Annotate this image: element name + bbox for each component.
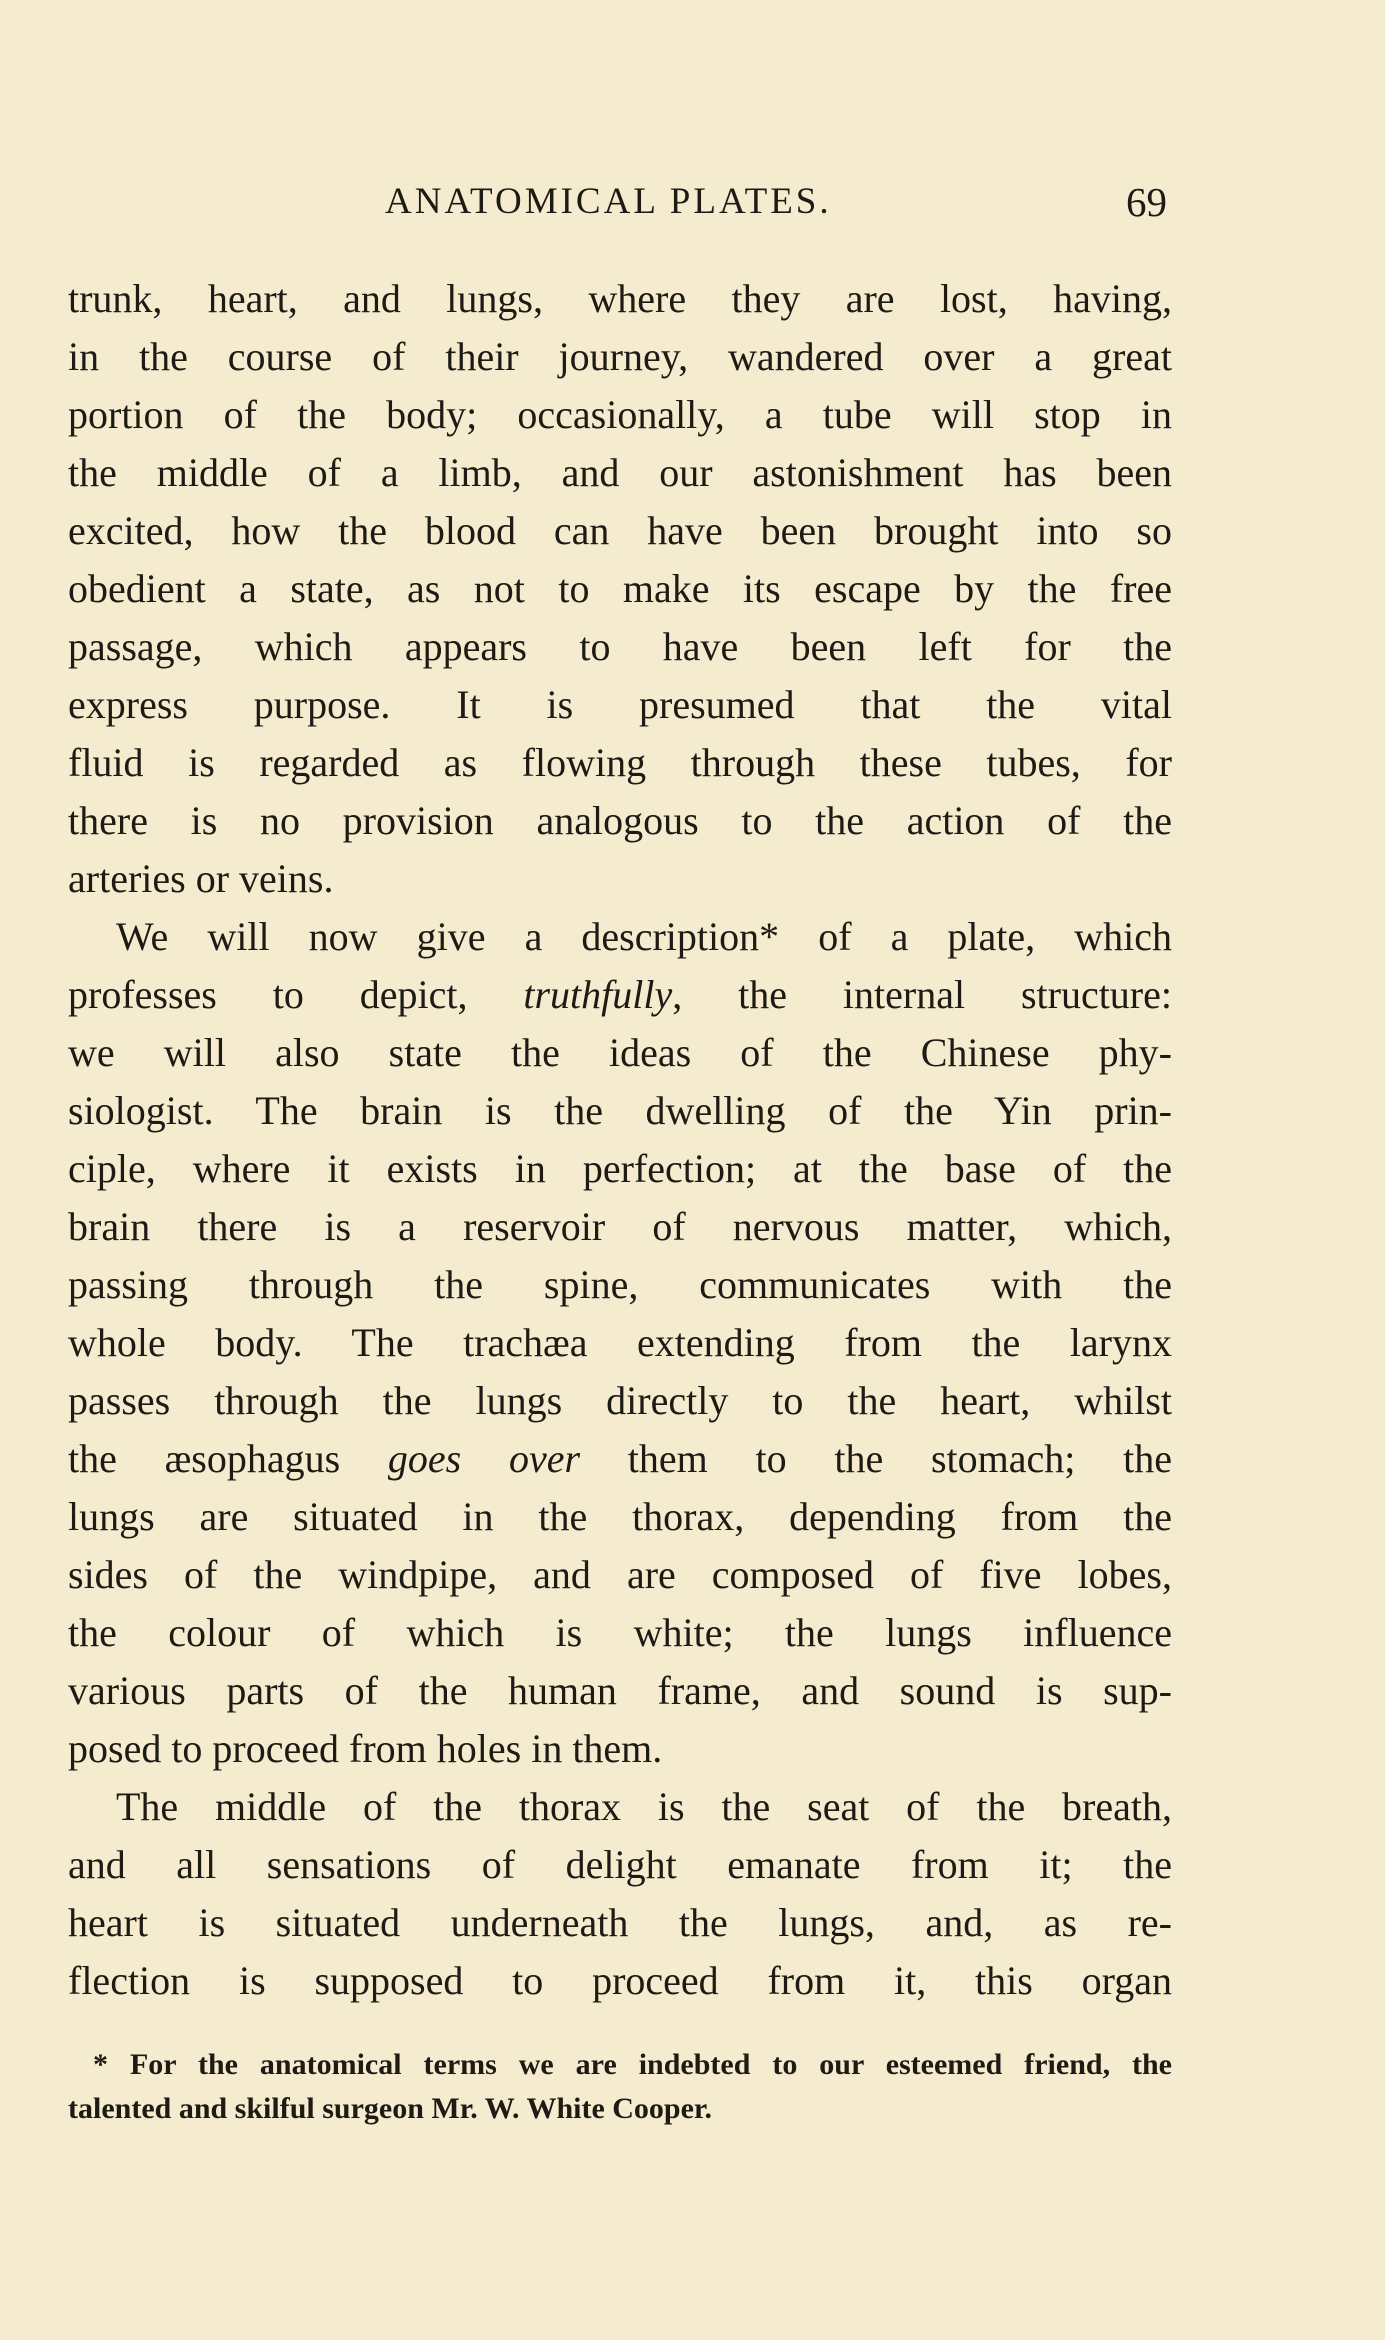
text-line: the middle of a limb, and our astonishment has been	[68, 450, 1172, 495]
text-run: the æsophagus	[68, 1436, 388, 1481]
text-line: obedient a state, as not to make its escape by the free	[68, 566, 1172, 611]
text-line: passes through the lungs directly to the heart, whilst	[68, 1378, 1172, 1423]
text-line-with-italic	[68, 966, 1172, 1024]
text-line: We will now give a description* of a plate, which	[116, 914, 1172, 959]
text-line: and all sensations of delight emanate from it; the	[68, 1842, 1172, 1887]
footnote-line: * For the anatomical terms we are indebted to our esteemed friend, the	[93, 2048, 1172, 2081]
text-line: passage, which appears to have been left for the	[68, 624, 1172, 669]
italic-emphasis: truthfully	[523, 972, 673, 1017]
text-line: brain there is a reservoir of nervous matter, which,	[68, 1204, 1172, 1249]
body-text	[68, 270, 1172, 2010]
text-line: siologist. The brain is the dwelling of the Yin prin-	[68, 1088, 1172, 1133]
text-run: them to the stomach; the	[580, 1436, 1172, 1481]
text-line: arteries or veins.	[68, 856, 334, 901]
page-number: 69	[1126, 179, 1167, 225]
running-title: ANATOMICAL PLATES.	[385, 181, 832, 222]
text-line: whole body. The trachæa extending from the larynx	[68, 1320, 1172, 1365]
text-line: trunk, heart, and lungs, where they are lost, having,	[68, 276, 1172, 321]
text-line: heart is situated underneath the lungs, and, as re-	[68, 1900, 1172, 1945]
text-line: lungs are situated in the thorax, depending from the	[68, 1494, 1172, 1539]
italic-emphasis: goes over	[387, 1436, 581, 1481]
text-line: posed to proceed from holes in them.	[68, 1726, 663, 1771]
text-line: fluid is regarded as flowing through these tubes, for	[68, 740, 1172, 785]
text-line: portion of the body; occasionally, a tube will stop in	[68, 392, 1172, 437]
text-line: there is no provision analogous to the action of the	[68, 798, 1172, 843]
text-line: passing through the spine, communicates with the	[68, 1262, 1172, 1307]
footnote-line: talented and skilful surgeon Mr. W. White Cooper.	[68, 2092, 712, 2125]
text-line-with-italic	[68, 1430, 1172, 1488]
text-run: professes to depict,	[68, 972, 524, 1017]
text-line: various parts of the human frame, and sound is sup-	[68, 1668, 1172, 1713]
text-line: the colour of which is white; the lungs influence	[68, 1610, 1172, 1655]
text-line: sides of the windpipe, and are composed of five lobes,	[68, 1552, 1172, 1597]
text-line: excited, how the blood can have been brought into so	[68, 508, 1172, 553]
text-line: The middle of the thorax is the seat of the breath,	[116, 1784, 1172, 1829]
text-line: in the course of their journey, wandered over a great	[68, 334, 1172, 379]
text-line: flection is supposed to proceed from it, this organ	[68, 1958, 1172, 2003]
text-run: , the internal structure:	[672, 972, 1172, 1017]
text-line: ciple, where it exists in perfection; at the base of the	[68, 1146, 1172, 1191]
running-head	[0, 172, 1385, 232]
text-line: express purpose. It is presumed that the vital	[68, 682, 1172, 727]
text-line: we will also state the ideas of the Chinese phy-	[68, 1030, 1172, 1075]
footnote	[68, 2043, 1172, 2131]
